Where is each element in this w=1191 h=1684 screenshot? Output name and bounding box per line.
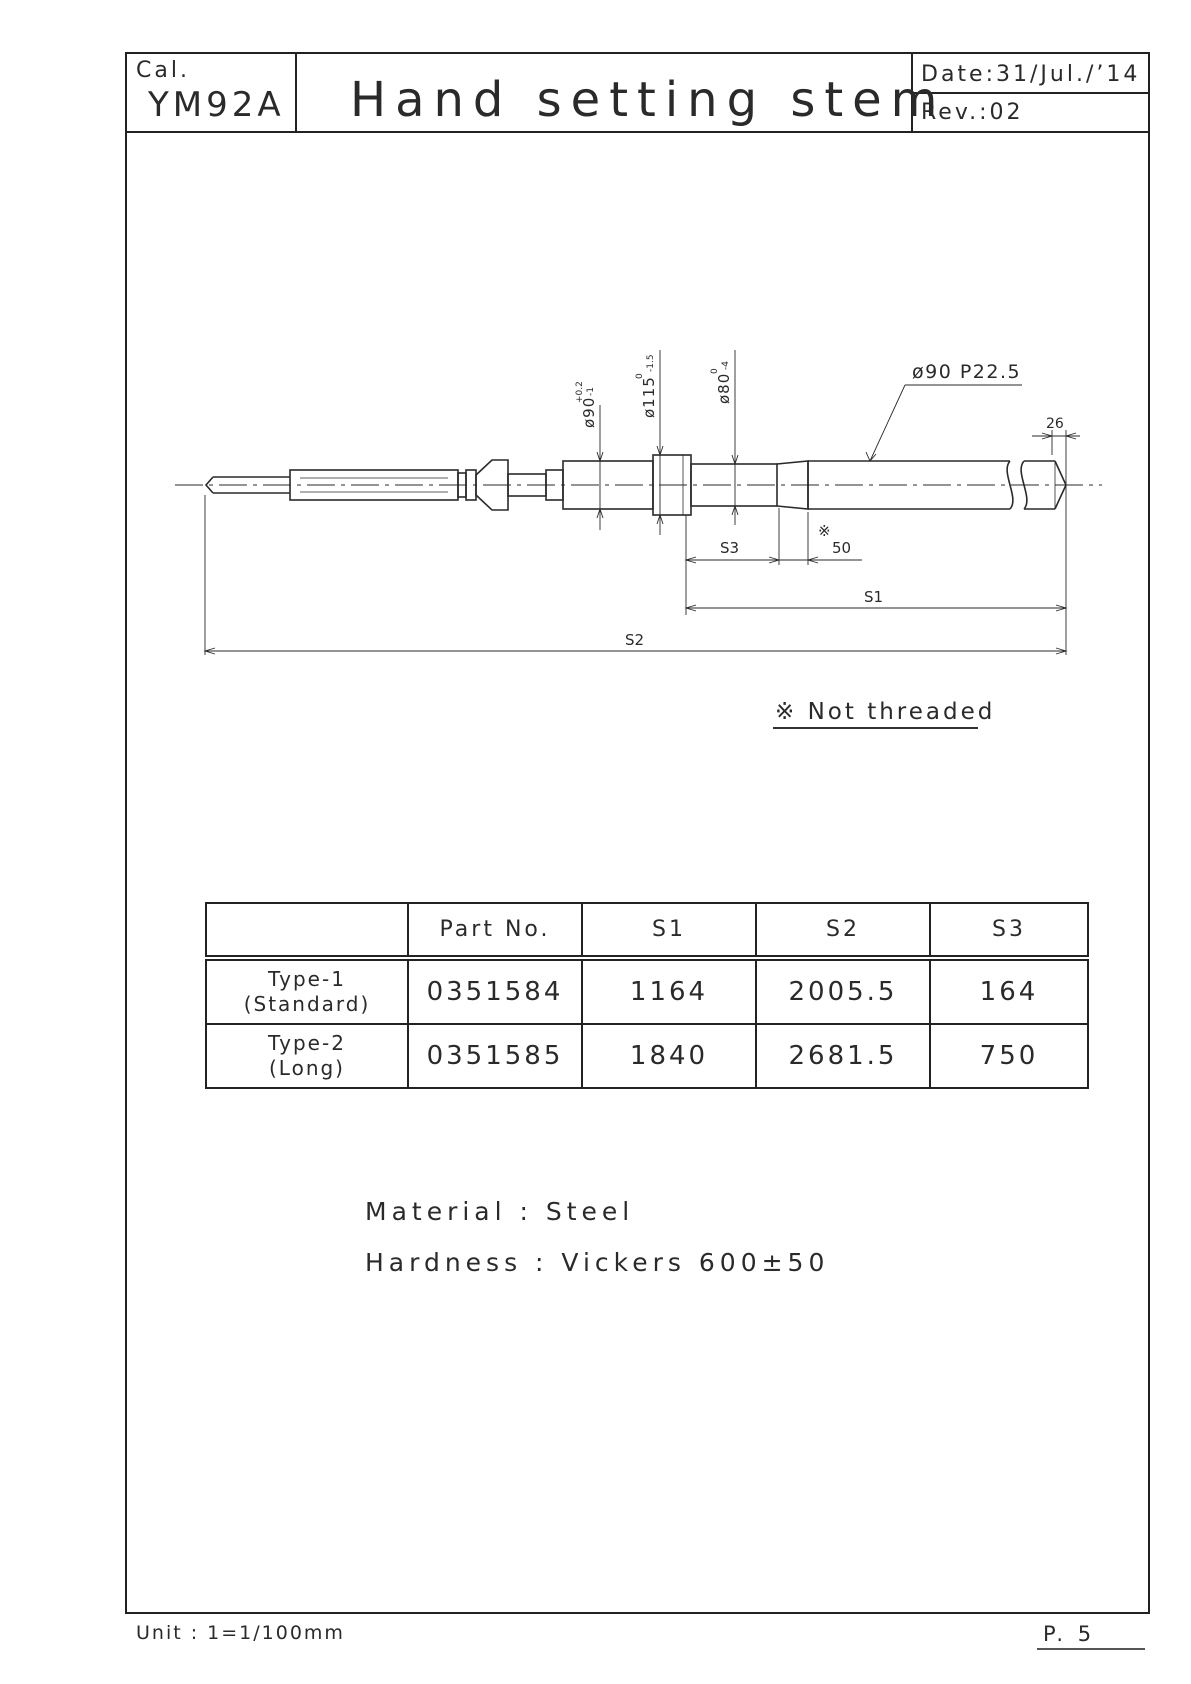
table-header-s3: S3 [930, 903, 1088, 958]
spec-table [205, 902, 1089, 1089]
dim-d80-upper: 0 [710, 368, 720, 374]
table-row [206, 1024, 1088, 1088]
type-name: Type-1 [268, 967, 346, 991]
dim-d90-label: ø90 [580, 396, 598, 428]
dim-d115-label: ø115 [640, 376, 658, 418]
s3-cell: 750 [930, 1024, 1088, 1088]
dim-d80-label: ø80 [715, 372, 733, 404]
s1-cell: 1164 [582, 958, 756, 1024]
dim-s1-label: S1 [864, 588, 884, 606]
table-header-s1: S1 [582, 903, 756, 958]
hardness-text: Hardness : Vickers 600±50 [365, 1248, 830, 1277]
dim-26-label: 26 [1046, 416, 1064, 432]
date-field: Date:31/Jul./’14 [921, 62, 1141, 87]
caliber-value: YM92A [148, 85, 285, 125]
s1-cell: 1840 [582, 1024, 756, 1088]
dim-s2-label: S2 [625, 631, 645, 649]
s2-cell: 2681.5 [756, 1024, 930, 1088]
type-name: Type-2 [268, 1031, 346, 1055]
part-no-cell: 0351585 [408, 1024, 582, 1088]
part-no-cell: 0351584 [408, 958, 582, 1024]
page-number: P. 5 [1043, 1622, 1096, 1646]
not-threaded-mark: ※ [818, 522, 831, 540]
table-row [206, 958, 1088, 1024]
s2-cell: 2005.5 [756, 958, 930, 1024]
s3-cell: 164 [930, 958, 1088, 1024]
type-cell [206, 1024, 408, 1088]
table-header-empty [206, 903, 408, 958]
dim-d90-lower: -1 [586, 387, 596, 396]
table-header-part: Part No. [408, 903, 582, 958]
dim-d115-lower: -1.5 [646, 354, 656, 372]
thread-label: ø90 P22.5 [912, 361, 1022, 383]
revision-field: Rev.:02 [921, 100, 1024, 125]
type-sub: (Standard) [243, 992, 371, 1016]
material-text: Material : Steel [365, 1197, 635, 1226]
page-title: Hand setting stem [350, 72, 947, 128]
type-sub: (Long) [268, 1056, 345, 1080]
note-underline [773, 727, 978, 729]
table-header-s2: S2 [756, 903, 930, 958]
dim-50-label: 50 [832, 539, 852, 557]
dim-d115-upper: 0 [635, 373, 645, 379]
page-underline [1037, 1648, 1145, 1650]
dim-s3-label: S3 [720, 539, 740, 557]
caliber-label: Cal. [136, 58, 190, 83]
not-threaded-note: ※ Not threaded [775, 699, 996, 725]
table-header-row [206, 903, 1088, 958]
unit-text: Unit : 1=1/100mm [136, 1622, 345, 1644]
type-cell [206, 958, 408, 1024]
dim-d90-upper: +0.2 [575, 381, 585, 403]
dim-d80-lower: -4 [721, 361, 731, 370]
